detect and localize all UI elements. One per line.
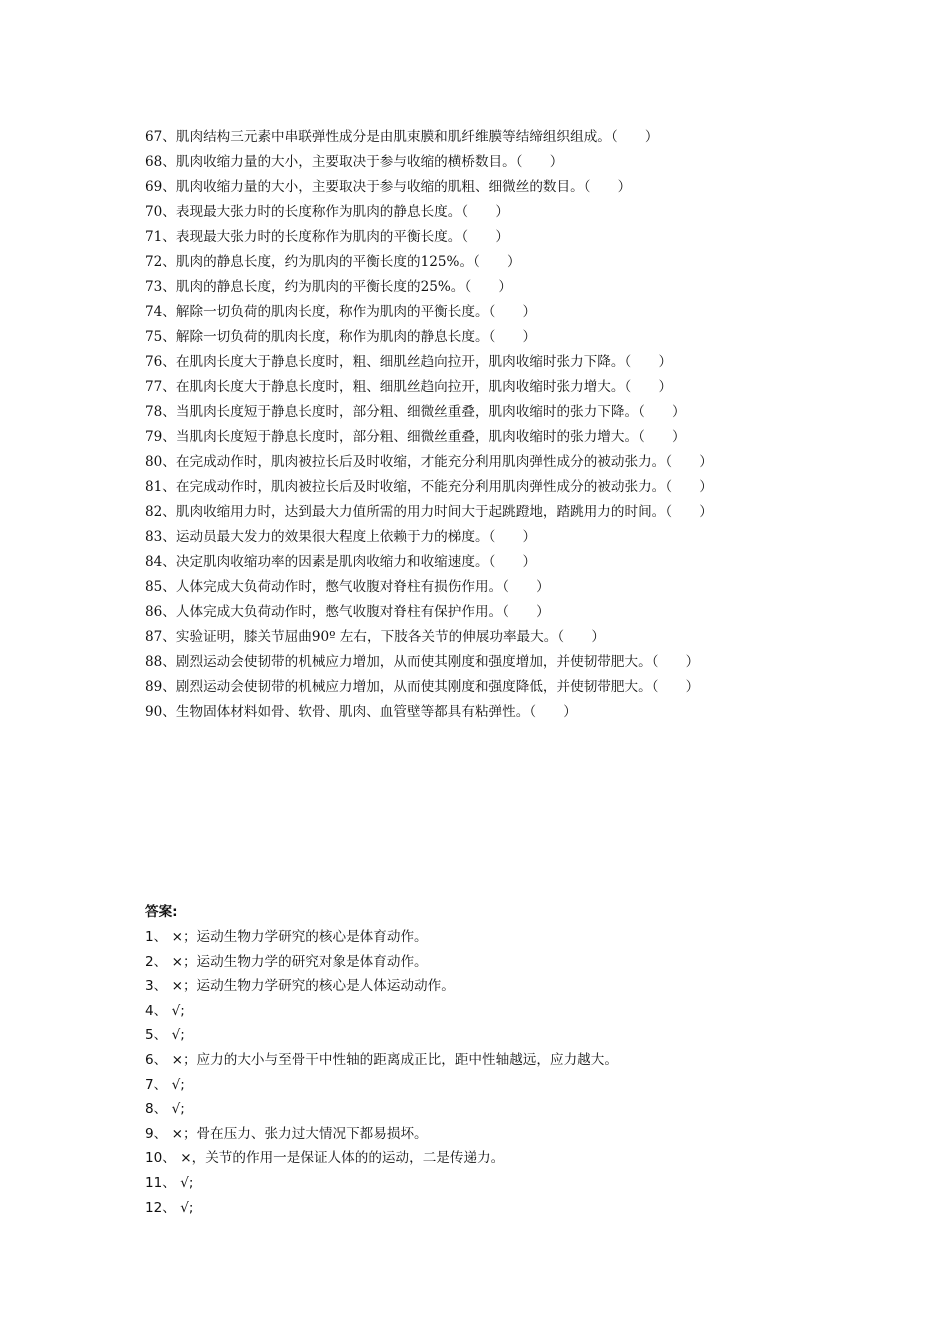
question-item: 90、生物固体材料如骨、软骨、肌肉、血管壁等都具有粘弹性。（ ） bbox=[145, 704, 577, 720]
answer-item: 11、 √; bbox=[145, 1174, 194, 1191]
answer-item: 1、 ×；运动生物力学研究的核心是体育动作。 bbox=[145, 929, 428, 945]
answer-item: 9、 ×；骨在压力、张力过大情况下都易损坏。 bbox=[145, 1125, 428, 1142]
question-item: 86、人体完成大负荷动作时，憋气收腹对脊柱有保护作用。（ ） bbox=[145, 604, 550, 620]
question-item: 76、在肌肉长度大于静息长度时，粗、细肌丝趋向拉开，肌肉收缩时张力下降。（ ） bbox=[145, 354, 673, 370]
question-item: 84、决定肌肉收缩功率的因素是肌肉收缩力和收缩速度。（ ） bbox=[145, 554, 537, 570]
answer-heading: 答案: bbox=[145, 904, 178, 920]
question-item: 83、运动员最大发力的效果很大程度上依赖于力的梯度。（ ） bbox=[145, 529, 537, 545]
question-list bbox=[145, 125, 815, 725]
question-item: 78、当肌肉长度短于静息长度时，部分粗、细微丝重叠，肌肉收缩时的张力下降。（ ） bbox=[145, 404, 686, 420]
question-item: 82、肌肉收缩用力时，达到最大力值所需的用力时间大于起跳蹬地，踏跳用力的时间。（ ） bbox=[145, 504, 713, 520]
answer-item: 10、 ×，关节的作用一是保证人体的的运动，二是传递力。 bbox=[145, 1150, 505, 1167]
answer-item: 7、 √; bbox=[145, 1076, 185, 1093]
question-item: 68、肌肉收缩力量的大小，主要取决于参与收缩的横桥数目。（ ） bbox=[145, 154, 564, 170]
question-item: 73、肌肉的静息长度，约为肌肉的平衡长度的25%。（ ） bbox=[145, 279, 512, 295]
question-item: 89、剧烈运动会使韧带的机械应力增加，从而使其刚度和强度降低，并使韧带肥大。（ ） bbox=[145, 679, 700, 695]
question-item: 71、表现最大张力时的长度称作为肌肉的平衡长度。（ ） bbox=[145, 229, 509, 245]
question-item: 69、肌肉收缩力量的大小，主要取决于参与收缩的肌粗、细微丝的数目。（ ） bbox=[145, 179, 632, 195]
question-item: 88、剧烈运动会使韧带的机械应力增加，从而使其刚度和强度增加，并使韧带肥大。（ ） bbox=[145, 654, 700, 670]
answer-item: 5、 √; bbox=[145, 1027, 185, 1044]
answer-item: 8、 √; bbox=[145, 1101, 185, 1118]
question-item: 70、表现最大张力时的长度称作为肌肉的静息长度。（ ） bbox=[145, 204, 509, 220]
question-item: 81、在完成动作时，肌肉被拉长后及时收缩，不能充分利用肌肉弹性成分的被动张力。（ ） bbox=[145, 479, 713, 495]
answer-section bbox=[145, 900, 815, 1220]
question-item: 74、解除一切负荷的肌肉长度，称作为肌肉的平衡长度。（ ） bbox=[145, 304, 537, 320]
answer-item: 4、 √; bbox=[145, 1002, 185, 1019]
answer-item: 2、 ×；运动生物力学的研究对象是体育动作。 bbox=[145, 953, 428, 970]
question-item: 87、实验证明，膝关节屈曲90º 左右，下肢各关节的伸展功率最大。（ ） bbox=[145, 629, 605, 645]
question-item: 75、解除一切负荷的肌肉长度，称作为肌肉的静息长度。（ ） bbox=[145, 329, 537, 345]
question-item: 85、人体完成大负荷动作时，憋气收腹对脊柱有损伤作用。（ ） bbox=[145, 579, 550, 595]
answer-item: 3、 ×；运动生物力学研究的核心是人体运动动作。 bbox=[145, 978, 455, 995]
question-item: 77、在肌肉长度大于静息长度时，粗、细肌丝趋向拉开，肌肉收缩时张力增大。（ ） bbox=[145, 379, 673, 395]
question-item: 72、肌肉的静息长度，约为肌肉的平衡长度的125%。（ ） bbox=[145, 254, 521, 270]
answer-item: 12、 √; bbox=[145, 1199, 194, 1216]
question-item: 80、在完成动作时，肌肉被拉长后及时收缩，才能充分利用肌肉弹性成分的被动张力。（ ） bbox=[145, 454, 713, 470]
question-item: 67、肌肉结构三元素中串联弹性成分是由肌束膜和肌纤维膜等结缔组织组成。（ ） bbox=[145, 129, 659, 145]
answer-item: 6、 ×；应力的大小与至骨干中性轴的距离成正比，距中性轴越远，应力越大。 bbox=[145, 1051, 618, 1068]
question-item: 79、当肌肉长度短于静息长度时，部分粗、细微丝重叠，肌肉收缩时的张力增大。（ ） bbox=[145, 429, 686, 445]
